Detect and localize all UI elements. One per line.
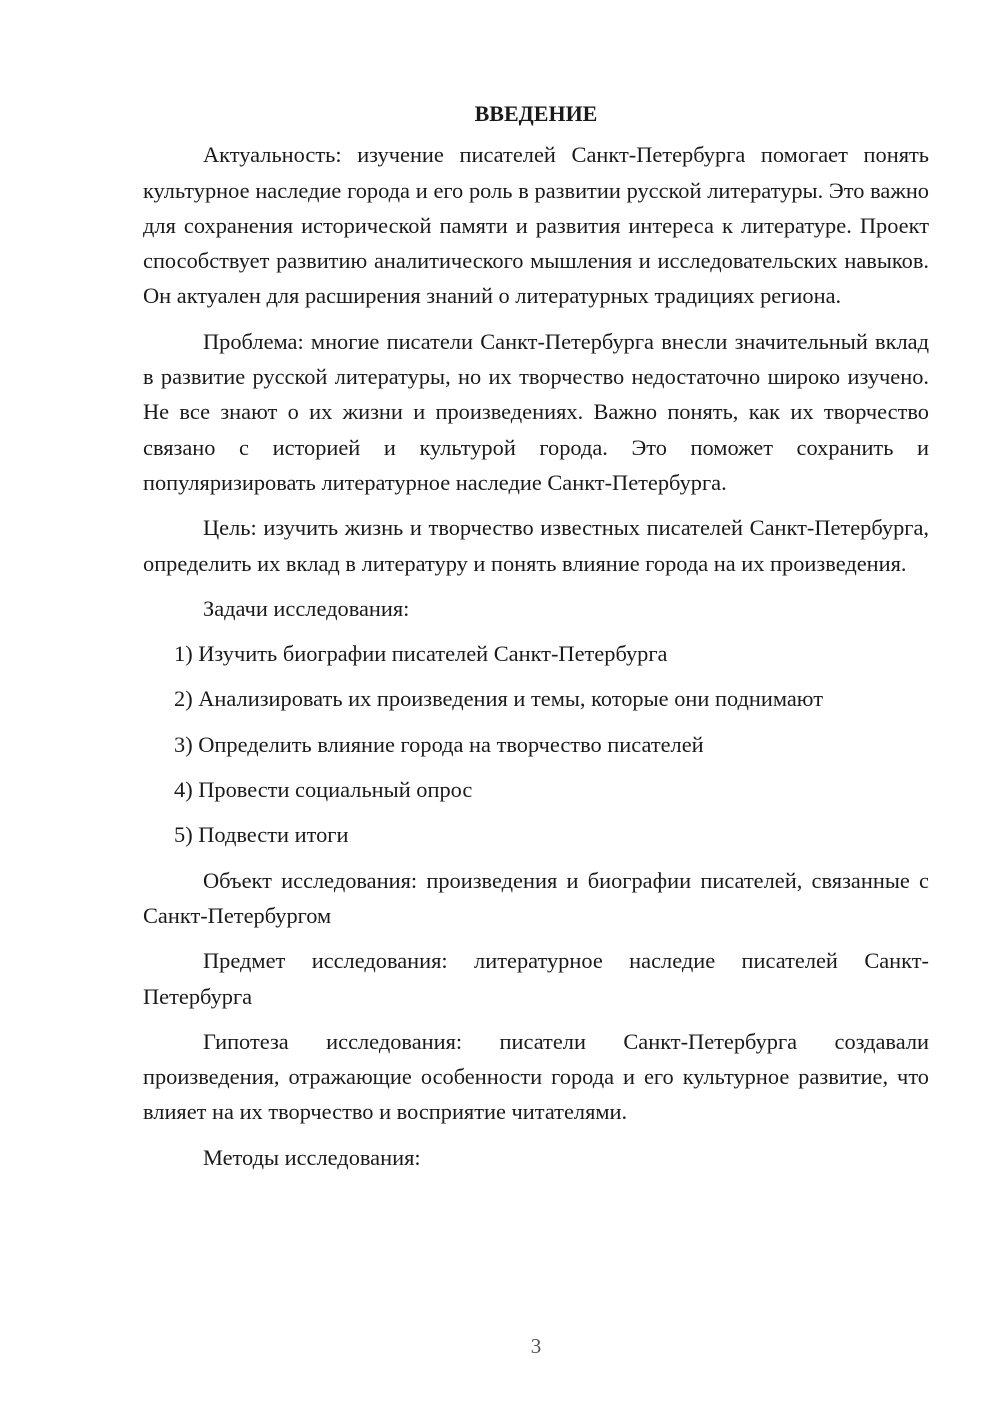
task-item: 1) Изучить биографии писателей Санкт-Петербурга [174,641,668,667]
task-item: 5) Подвести итоги [174,822,349,848]
problem-paragraph: Проблема: многие писатели Санкт-Петербурга внесли значительный вклад в развитие русской литературы, но их творчество недостаточно широко изучено. Не все знают о их жизни и произведениях. Важно понять, как их творчество связано с историей и культурой города. Это поможет сохранить и популяризировать литературное наследие Санкт-Петербурга. [143,328,929,495]
page-content [143,96,929,1185]
page-number: 3 [530,1334,542,1358]
relevance-paragraph: Актуальность: изучение писателей Санкт-Петербурга помогает понять культурное наследие города и его роль в развитии русской литературы. Это важно для сохранения исторической памяти и развития интереса к литературе. Проект способствует развитию аналитического мышления и исследовательских навыков. Он актуален для расширения знаний о литературных традициях региона. [143,142,929,309]
task-item: 2) Анализировать их произведения и темы, которые они поднимают [174,686,824,712]
task-item: 3) Определить влияние города на творчество писателей [174,731,704,757]
section-title: ВВЕДЕНИЕ [474,101,598,126]
subject-paragraph: Предмет исследования: литературное наследие писателей Санкт-Петербурга [143,948,929,1009]
tasks-list [143,636,929,852]
hypothesis-paragraph: Гипотеза исследования: писатели Санкт-Петербурга создавали произведения, отражающие особенности города и его культурное развитие, что влияет на их творчество и восприятие читателями. [143,1028,929,1125]
goal-paragraph: Цель: изучить жизнь и творчество известных писателей Санкт-Петербурга, определить их вклад в литературу и понять влияние города на их произведения. [143,515,929,576]
methods-heading: Методы исследования: [203,1144,421,1170]
tasks-heading: Задачи исследования: [203,595,410,621]
task-item: 4) Провести социальный опрос [174,777,473,803]
object-paragraph: Объект исследования: произведения и биографии писателей, связанные с Санкт-Петербургом [143,867,929,928]
